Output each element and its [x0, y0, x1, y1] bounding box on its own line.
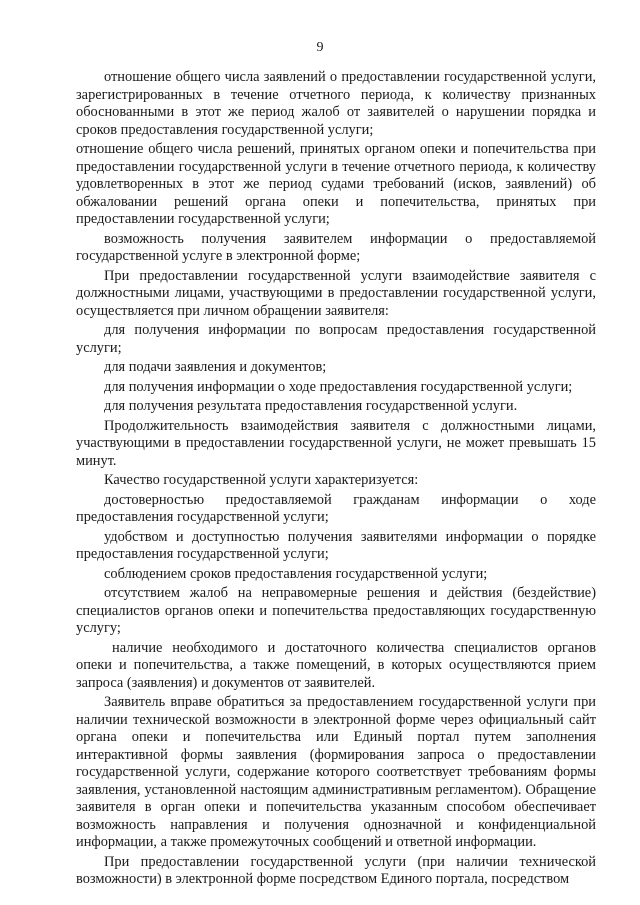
paragraph: Заявитель вправе обратиться за предоставлением государственной услуги при наличии технической возможности в электронной форме через официальный сайт органа опеки и попечительства или Единый портал путем заполнения интерактивной формы заявления (формирования запроса о предоставлении государственной услуги, содержание которого соответствует требованиям формы заявления, установленной настоящим административным регламентом). Обращение заявителя в орган опеки и попечительства указанным способом обеспечивает возможность направления и получения однозначной и конфиденциальной информации, а также промежуточных сообщений и ответной информации. [76, 694, 596, 850]
document-body [76, 69, 596, 889]
paragraph: отношение общего числа заявлений о предоставлении государственной услуги, зарегистрированных в течение отчетного периода, к количеству признанных обоснованными в этот же период жалоб от заявителей о нарушении порядка и сроков предоставления государственной услуги; [76, 69, 596, 138]
paragraph: достоверностью предоставляемой гражданам информации о ходе предоставления государственной услуги; [76, 491, 596, 525]
paragraph: отсутствием жалоб на неправомерные решения и действия (бездействие) специалистов органов опеки и попечительства предоставляющих государственную услугу; [76, 585, 596, 636]
paragraph: для получения результата предоставления государственной услуги. [104, 398, 518, 414]
paragraph: соблюдением сроков предоставления государственной услуги; [104, 565, 488, 582]
paragraph: При предоставлении государственной услуги взаимодействие заявителя с должностными лицами, участвующими в предоставлении государственной услуги, осуществляется при личном обращении заявителя: [76, 267, 596, 319]
paragraph: возможность получения заявителем информации о предоставляемой государственной услуге в электронной форме; [76, 230, 596, 264]
page-number: 9 [316, 40, 324, 55]
paragraph: для получения информации по вопросам предоставления государственной услуги; [76, 322, 596, 356]
paragraph: Качество государственной услуги характеризуется: [104, 472, 419, 488]
paragraph: наличие необходимого и достаточного количества специалистов органов опеки и попечительства, а также помещений, в которых осуществляются прием запроса (заявления) и документов от заявителей. [76, 639, 596, 691]
paragraph: удобством и доступностью получения заявителями информации о порядке предоставления государственной услуги; [76, 528, 596, 562]
paragraph: При предоставлении государственной услуги (при наличии технической возможности) в электронной форме посредством Единого портала, посредством [76, 853, 596, 887]
paragraph: отношение общего числа решений, принятых органом опеки и попечительства при предоставлении государственной услуги в течение отчетного периода, к количеству удовлетворенных в этот же период судами требований (исков, заявлений) об обжаловании решений органа опеки и попечительства, принятых при предоставлении государственной услуги; [76, 141, 596, 227]
paragraph: для подачи заявления и документов; [104, 359, 327, 375]
paragraph: Продолжительность взаимодействия заявителя с должностными лицами, участвующими в предоставлении государственной услуги, не может превышать 15 минут. [76, 417, 596, 469]
paragraph: для получения информации о ходе предоставления государственной услуги; [104, 378, 573, 395]
